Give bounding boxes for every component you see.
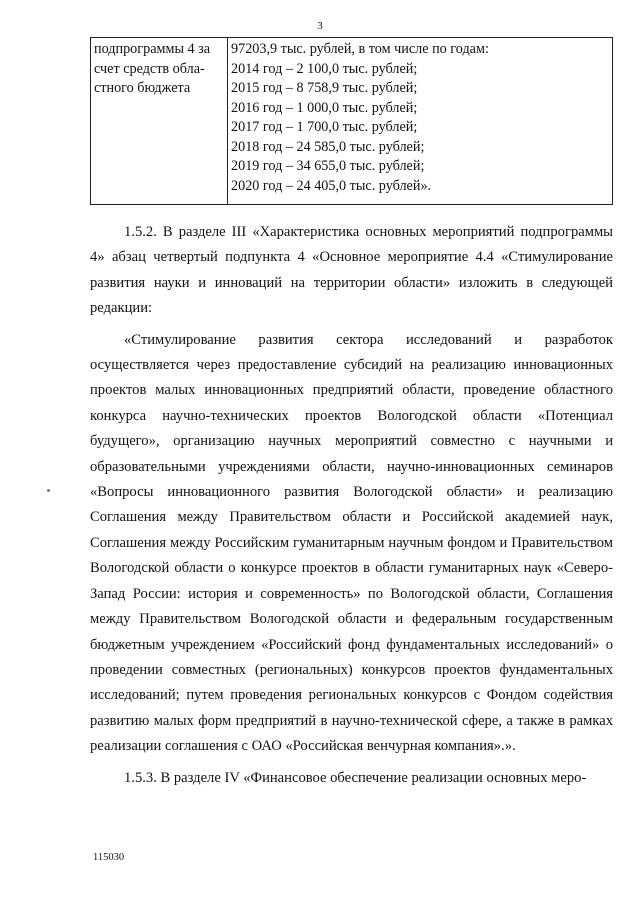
paragraph-1-5-3: 1.5.3. В разделе IV «Финансовое обеспечение реализации основных меро- [124,769,587,786]
funding-year-line: 2020 год – 24 405,0 тыс. рублей». [231,177,432,194]
table-row [91,38,613,205]
document-code: 115030 [93,852,125,863]
label-line: подпрограммы 4 за [94,41,211,57]
document-body [90,220,613,791]
funding-year-line: 2017 год – 1 700,0 тыс. рублей; [231,119,418,135]
quoted-amendment-paragraph: «Стимулирование развития сектора исследований и разработок осуществляется через предоставление субсидий на реализацию инновационных проектов малых инновационных предприятий области, проведение областного конкурса научно-технических проектов Вологодской области «Потенциал будущего», организацию научных мероприятий совместно с научными и образовательными учреждениями области, научно-инновационных семинаров «Вопросы инновационного развития Вологодской области» и реализацию Соглашения между Правительством области и Российской академией наук, Соглашения между Российским гуманитарным научным фондом и Правительством Вологодской области о конкурсе проектов в области гуманитарных наук «Северо-Запад России: история и современность» по Вологодской области, Соглашения между Правительством Вологодской области и федеральным государственным бюджетным учреждением «Российский фонд фундаментальных исследований» о проведении совместных (региональных) конкурсов проектов фундаментальных исследований; путем проведения региональных конкурсов с Фондом содействия развитию малых форм предприятий в научно-технической сфере, а также в рамках реализации соглашения с ОАО «Российская венчурная компания».». [90,331,613,755]
funding-value-cell [228,38,613,205]
funding-total-line: 97203,9 тыс. рублей, в том числе по годам: [231,41,489,57]
funding-label-cell [91,38,228,205]
funding-year-line: 2019 год – 34 655,0 тыс. рублей; [231,158,425,174]
paragraph-1-5-2: 1.5.2. В разделе III «Характеристика основных мероприятий подпрограммы 4» абзац четвертый подпункта 4 «Основное мероприятие 4.4 «Стимулирование развития науки и инноваций на территории области» изложить в следующей редакции: [90,224,613,317]
page-number: 3 [317,20,323,32]
margin-dot [47,489,50,492]
label-line: стного бюджета [94,80,191,96]
funding-year-line: 2014 год – 2 100,0 тыс. рублей; [231,60,418,77]
funding-table [90,37,613,205]
funding-year-line: 2018 год – 24 585,0 тыс. рублей; [231,138,425,155]
funding-year-line: 2016 год – 1 000,0 тыс. рублей; [231,99,418,116]
funding-year-line: 2015 год – 8 758,9 тыс. рублей; [231,80,418,96]
label-line: счет средств обла- [94,60,205,77]
